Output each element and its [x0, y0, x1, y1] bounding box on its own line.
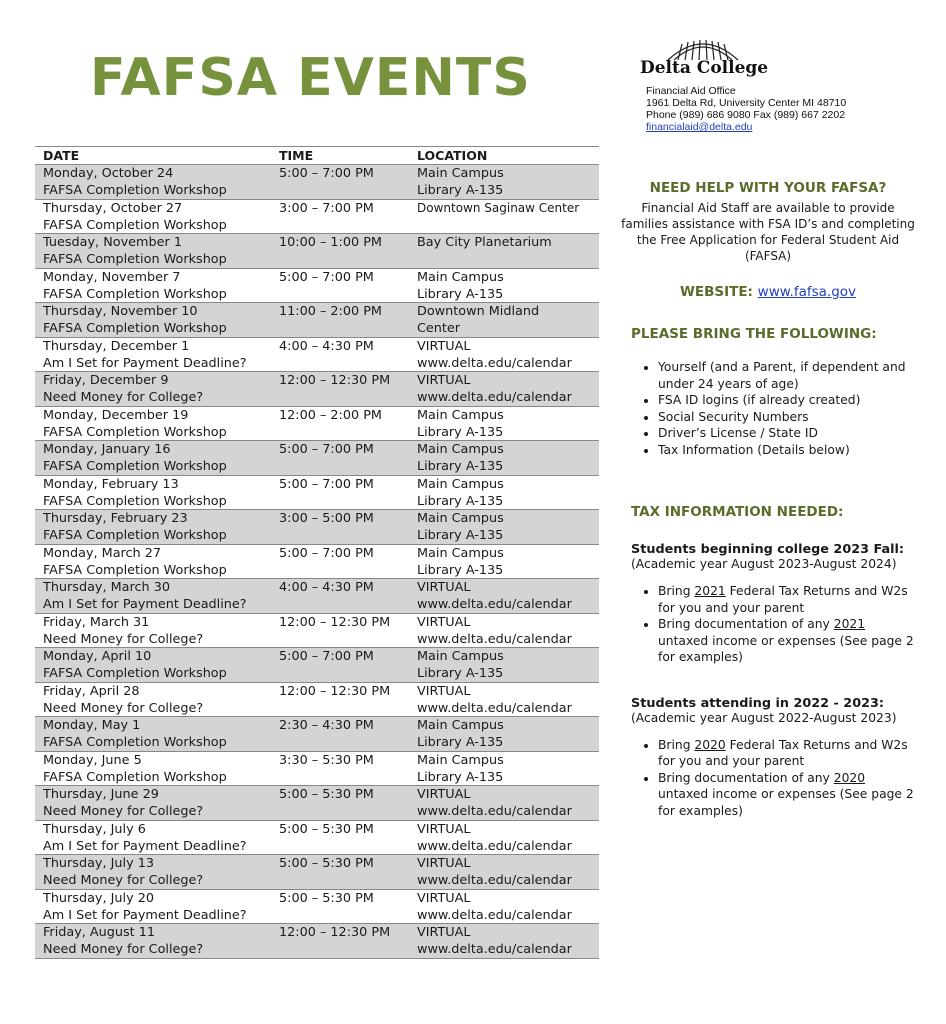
contact-info [646, 85, 846, 133]
location-line-2: Library A-135 [417, 528, 504, 543]
website-line [618, 284, 918, 300]
list-item: • Yourself (and a Parent, if dependent and under 24 years of age) [658, 359, 918, 392]
event-title: FAFSA Completion Workshop [43, 735, 227, 750]
location-cell [417, 890, 599, 924]
time-cell: 2:30 – 4:30 PM [279, 718, 374, 733]
event-date: Monday, November 7 [43, 269, 181, 285]
event-date: Thursday, July 6 [43, 821, 146, 837]
event-date: Monday, March 27 [43, 545, 162, 561]
tax-group-2022-2023 [618, 696, 918, 725]
table-row [35, 614, 599, 649]
event-title: FAFSA Completion Workshop [43, 493, 227, 509]
location-line-1: VIRTUAL [417, 580, 471, 595]
table-row [35, 269, 599, 304]
date-cell [35, 752, 279, 786]
event-title: FAFSA Completion Workshop [43, 459, 227, 474]
location-cell [417, 407, 599, 441]
event-date: Thursday, December 1 [43, 338, 190, 354]
location-cell [417, 786, 599, 820]
event-title: FAFSA Completion Workshop [43, 321, 227, 336]
list-item: • Bring 2020 Federal Tax Returns and W2s for you and your parent [658, 737, 918, 770]
location-line-2: Library A-135 [417, 666, 504, 681]
location-line-1: Main Campus [417, 511, 504, 526]
location-line-1: Main Campus [417, 752, 504, 768]
table-row [35, 200, 599, 235]
event-title: FAFSA Completion Workshop [43, 183, 227, 198]
location-cell [417, 648, 599, 682]
time-cell: 12:00 – 12:30 PM [279, 614, 391, 630]
event-title: Need Money for College? [43, 631, 204, 647]
location-cell [417, 234, 599, 268]
help-heading: NEED HELP WITH YOUR FAFSA? [649, 180, 887, 196]
table-body [35, 165, 599, 959]
location-line-2: www.delta.edu/calendar [417, 631, 572, 647]
time-cell: 5:00 – 7:00 PM [279, 442, 374, 457]
location-line-1: Main Campus [417, 166, 504, 181]
date-cell [35, 683, 279, 717]
event-date: Friday, December 9 [43, 373, 169, 388]
location-cell [417, 510, 599, 544]
event-date: Monday, December 19 [43, 407, 189, 423]
table-header [35, 146, 599, 165]
location-line-2: Library A-135 [417, 459, 504, 474]
location-cell [417, 165, 599, 199]
table-row [35, 372, 599, 407]
table-row [35, 303, 599, 338]
bring-heading: PLEASE BRING THE FOLLOWING: [631, 326, 877, 342]
event-date: Friday, April 28 [43, 683, 140, 699]
tax-group-fall-2023-list [618, 583, 918, 666]
event-title: Am I Set for Payment Deadline? [43, 907, 247, 923]
location-cell [417, 200, 599, 234]
time-cell: 12:00 – 2:00 PM [279, 407, 382, 423]
time-cell: 5:00 – 7:00 PM [279, 166, 374, 181]
event-date: Thursday, October 27 [43, 200, 183, 216]
table-row [35, 407, 599, 442]
college-name: Delta College [640, 58, 769, 78]
table-row [35, 855, 599, 890]
time-cell: 5:00 – 7:00 PM [279, 649, 374, 664]
list-item: • Tax Information (Details below) [658, 442, 918, 459]
time-cell: 11:00 – 2:00 PM [279, 304, 382, 319]
event-date: Monday, May 1 [43, 718, 141, 733]
tax-group-note: (Academic year August 2023-August 2024) [631, 557, 897, 571]
table-row [35, 890, 599, 925]
location-cell [417, 303, 599, 337]
event-title: Need Money for College? [43, 700, 204, 716]
location-line-2: Library A-135 [417, 493, 504, 509]
tax-heading: TAX INFORMATION NEEDED: [631, 504, 844, 520]
event-date: Thursday, July 20 [43, 890, 155, 906]
event-date: Monday, February 13 [43, 476, 179, 492]
location-cell [417, 683, 599, 717]
column-header-location: LOCATION [417, 148, 488, 163]
event-date: Friday, March 31 [43, 614, 150, 630]
time-cell: 5:00 – 5:30 PM [279, 856, 374, 871]
location-line-2: www.delta.edu/calendar [417, 907, 572, 923]
location-line-1: VIRTUAL [417, 890, 471, 906]
location-line-1: Main Campus [417, 545, 504, 561]
list-item: • Bring 2021 Federal Tax Returns and W2s for you and your parent [658, 583, 918, 616]
event-title: Need Money for College? [43, 942, 204, 957]
date-cell [35, 338, 279, 372]
date-cell [35, 717, 279, 751]
event-title: Am I Set for Payment Deadline? [43, 355, 247, 371]
time-cell: 4:00 – 4:30 PM [279, 338, 374, 354]
date-cell [35, 165, 279, 199]
time-cell: 10:00 – 1:00 PM [279, 235, 382, 250]
table-row [35, 821, 599, 856]
location-line-1: Downtown Midland [417, 304, 540, 319]
time-cell: 5:00 – 7:00 PM [279, 545, 374, 561]
location-cell [417, 924, 599, 958]
event-title: FAFSA Completion Workshop [43, 286, 227, 302]
date-cell [35, 890, 279, 924]
location-cell [417, 338, 599, 372]
time-cell: 5:00 – 7:00 PM [279, 269, 374, 285]
location-cell [417, 441, 599, 475]
location-line-2: www.delta.edu/calendar [417, 942, 572, 957]
date-cell [35, 372, 279, 406]
location-cell [417, 579, 599, 613]
column-header-time: TIME [279, 148, 314, 163]
time-cell: 3:00 – 5:00 PM [279, 511, 374, 526]
table-row [35, 476, 599, 511]
event-date: Thursday, November 10 [43, 304, 198, 319]
event-title: FAFSA Completion Workshop [43, 217, 227, 233]
location-line-1: VIRTUAL [417, 373, 471, 388]
event-date: Monday, April 10 [43, 649, 152, 664]
location-line-1: Bay City Planetarium [417, 235, 552, 250]
event-title: Need Money for College? [43, 873, 204, 888]
time-cell: 3:00 – 7:00 PM [279, 200, 374, 216]
email-link[interactable]: financialaid@delta.edu [646, 121, 753, 133]
event-title: FAFSA Completion Workshop [43, 666, 227, 681]
date-cell [35, 407, 279, 441]
date-cell [35, 441, 279, 475]
table-row [35, 648, 599, 683]
location-line-1: Downtown Saginaw Center [417, 200, 580, 215]
help-text: Financial Aid Staff are available to provide families assistance with FSA ID’s and completing the Free Application for Federal Student Aid (FAFSA) [621, 201, 915, 263]
bring-list [618, 359, 918, 458]
location-cell [417, 717, 599, 751]
event-title: Need Money for College? [43, 804, 204, 819]
location-line-1: Main Campus [417, 407, 504, 423]
location-cell [417, 269, 599, 303]
date-cell [35, 510, 279, 544]
time-cell: 4:00 – 4:30 PM [279, 580, 374, 595]
location-line-2: Library A-135 [417, 424, 504, 440]
location-line-1: Main Campus [417, 718, 504, 733]
event-title: FAFSA Completion Workshop [43, 769, 227, 785]
location-line-2: www.delta.edu/calendar [417, 838, 572, 854]
time-cell: 12:00 – 12:30 PM [279, 683, 391, 699]
tax-group-2022-2023-list [618, 737, 918, 820]
time-cell: 3:30 – 5:30 PM [279, 752, 374, 768]
table-row [35, 683, 599, 718]
location-line-1: VIRTUAL [417, 338, 471, 354]
location-cell [417, 821, 599, 855]
column-header-date: DATE [43, 148, 80, 163]
table-row [35, 510, 599, 545]
date-cell [35, 234, 279, 268]
events-table [35, 146, 599, 959]
table-row [35, 786, 599, 821]
date-cell [35, 786, 279, 820]
table-row [35, 234, 599, 269]
event-title: Am I Set for Payment Deadline? [43, 597, 247, 612]
location-cell [417, 855, 599, 889]
date-cell [35, 476, 279, 510]
location-line-2: www.delta.edu/calendar [417, 700, 572, 716]
location-line-2: www.delta.edu/calendar [417, 804, 572, 819]
location-line-2: www.delta.edu/calendar [417, 873, 572, 888]
location-line-1: VIRTUAL [417, 683, 471, 699]
list-item: • FSA ID logins (if already created) [658, 392, 918, 409]
location-line-1: VIRTUAL [417, 925, 471, 940]
date-cell [35, 821, 279, 855]
event-title: FAFSA Completion Workshop [43, 252, 227, 267]
tax-group-title: Students attending in 2022 - 2023: [631, 695, 885, 711]
date-cell [35, 924, 279, 958]
date-cell [35, 303, 279, 337]
location-line-1: VIRTUAL [417, 856, 471, 871]
time-cell: 12:00 – 12:30 PM [279, 373, 391, 388]
location-line-1: Main Campus [417, 476, 504, 492]
time-cell: 5:00 – 5:30 PM [279, 890, 374, 906]
event-title: FAFSA Completion Workshop [43, 562, 227, 578]
location-cell [417, 545, 599, 579]
time-cell: 5:00 – 5:30 PM [279, 821, 374, 837]
page-title: FAFSA EVENTS [90, 48, 531, 108]
location-cell [417, 752, 599, 786]
event-date: Thursday, March 30 [43, 580, 171, 595]
event-date: Thursday, February 23 [43, 511, 188, 526]
event-date: Tuesday, November 1 [43, 235, 182, 250]
list-item: • Bring documentation of any 2021 untaxed income or expenses (See page 2 for examples) [658, 616, 918, 666]
location-line-1: VIRTUAL [417, 614, 471, 630]
event-date: Monday, January 16 [43, 442, 171, 457]
office-name: Financial Aid Office [646, 85, 736, 97]
date-cell [35, 269, 279, 303]
list-item: • Social Security Numbers [658, 409, 918, 426]
date-cell [35, 545, 279, 579]
date-cell [35, 648, 279, 682]
event-date: Monday, June 5 [43, 752, 142, 768]
date-cell [35, 579, 279, 613]
event-date: Monday, October 24 [43, 166, 174, 181]
address: 1961 Delta Rd, University Center MI 48710 [646, 97, 847, 109]
table-row [35, 545, 599, 580]
tax-group-title: Students beginning college 2023 Fall: [631, 542, 905, 557]
location-line-2: www.delta.edu/calendar [417, 390, 572, 405]
table-row [35, 441, 599, 476]
time-cell: 12:00 – 12:30 PM [279, 925, 391, 940]
location-line-2: Library A-135 [417, 562, 504, 578]
location-line-1: VIRTUAL [417, 787, 471, 802]
website-label: WEBSITE: [679, 284, 753, 300]
location-line-1: Main Campus [417, 649, 504, 664]
time-cell: 5:00 – 5:30 PM [279, 787, 374, 802]
location-line-1: Main Campus [417, 269, 504, 285]
event-date: Thursday, July 13 [43, 856, 155, 871]
table-row [35, 579, 599, 614]
location-line-2: Library A-135 [417, 286, 504, 302]
location-line-2: Center [417, 321, 461, 336]
location-line-1: VIRTUAL [417, 821, 471, 837]
list-item: • Driver’s License / State ID [658, 425, 918, 442]
event-title: Am I Set for Payment Deadline? [43, 838, 247, 854]
location-line-2: Library A-135 [417, 735, 504, 750]
location-cell [417, 476, 599, 510]
date-cell [35, 614, 279, 648]
info-sidebar [618, 180, 918, 819]
location-line-2: Library A-135 [417, 183, 504, 198]
phone-fax: Phone (989) 686 9080 Fax (989) 667 2202 [646, 109, 846, 121]
date-cell [35, 200, 279, 234]
location-cell [417, 372, 599, 406]
table-row [35, 924, 599, 959]
location-line-2: www.delta.edu/calendar [417, 355, 572, 371]
location-cell [417, 614, 599, 648]
event-date: Friday, August 11 [43, 925, 156, 940]
website-link[interactable]: www.fafsa.gov [757, 284, 857, 300]
event-title: Need Money for College? [43, 390, 204, 405]
location-line-2: www.delta.edu/calendar [417, 597, 572, 612]
tax-group-note: (Academic year August 2022-August 2023) [631, 710, 897, 725]
tax-group-fall-2023 [618, 542, 918, 571]
list-item: • Bring documentation of any 2020 untaxed income or expenses (See page 2 for examples) [658, 770, 918, 820]
table-row [35, 338, 599, 373]
location-line-1: Main Campus [417, 442, 504, 457]
event-date: Thursday, June 29 [43, 787, 159, 802]
time-cell: 5:00 – 7:00 PM [279, 476, 374, 492]
location-line-2: Library A-135 [417, 769, 504, 785]
date-cell [35, 855, 279, 889]
table-row [35, 752, 599, 787]
event-title: FAFSA Completion Workshop [43, 528, 227, 543]
table-row [35, 717, 599, 752]
event-title: FAFSA Completion Workshop [43, 424, 227, 440]
table-row [35, 165, 599, 200]
